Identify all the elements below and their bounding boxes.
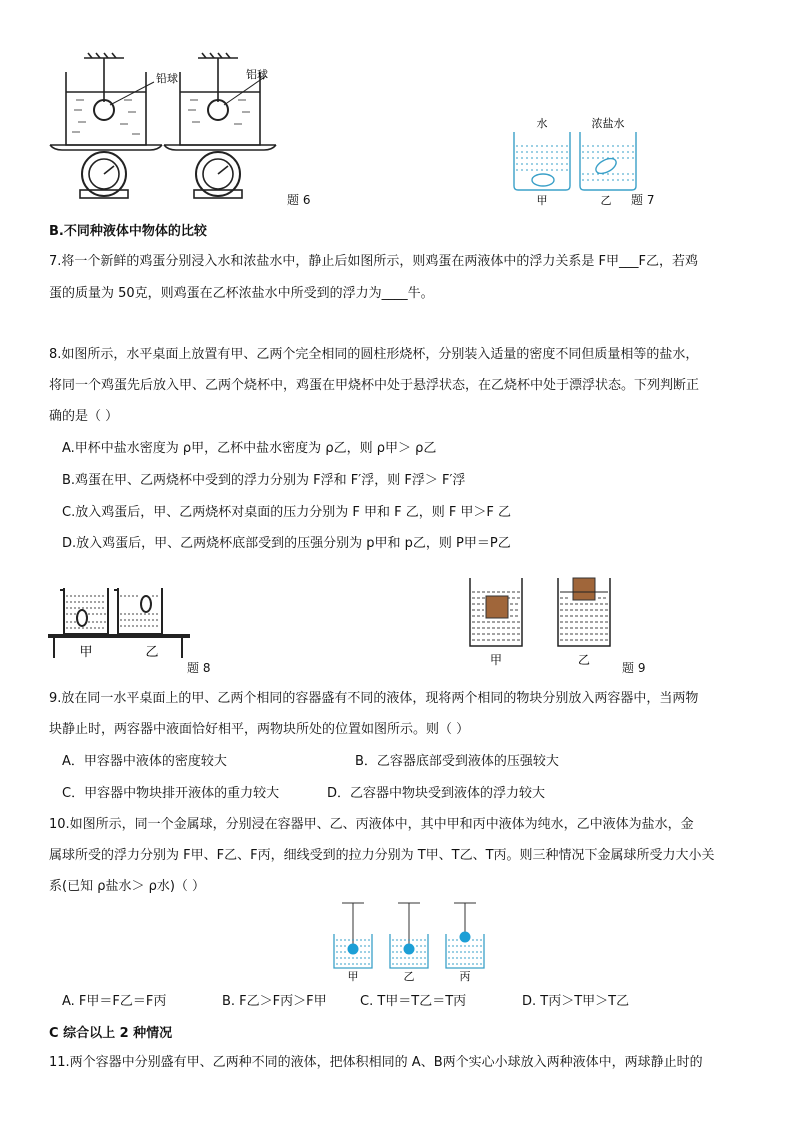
figure-8 — [46, 584, 192, 664]
figure-6 — [44, 50, 280, 210]
figure-7 — [508, 116, 638, 208]
figure-10-yi-label: 乙 — [403, 970, 415, 983]
q10-option-d: D. T丙＞T甲＞T乙 — [522, 994, 630, 1009]
figure-8-jia-label: 甲 — [79, 645, 93, 660]
figure-9-caption: 题 9 — [622, 661, 646, 675]
q10-option-c: C. T甲＝T乙＝T丙 — [360, 994, 467, 1009]
q8-option-d: D.放入鸡蛋后，甲、乙两烧杯底部受到的压强分别为 p甲和 p乙，则 P甲＝P乙 — [62, 536, 511, 551]
figure-9-block-yi — [573, 578, 595, 600]
q8-option-c: C.放入鸡蛋后，甲、乙两烧杯对桌面的压力分别为 F 甲和 F 乙，则 F 甲＞F 乙 — [62, 505, 512, 520]
q9-option-b: B．乙容器底部受到液体的压强较大 — [355, 754, 559, 769]
q9-line-1: 9.放在同一水平桌面上的甲、乙两个相同的容器盛有不同的液体，现将两个相同的物块分别放入两容器中，当两物 — [49, 691, 699, 706]
figure-8-caption: 题 8 — [187, 661, 211, 675]
figure-9 — [466, 574, 616, 670]
figure-9-yi-label: 乙 — [577, 653, 591, 667]
q8-line-1: 8.如图所示，水平桌面上放置有甲、乙两个完全相同的圆柱形烧杯，分别装入适量的密度不同但质量相等的盐水， — [49, 347, 699, 362]
q9-option-d: D．乙容器中物块受到液体的浮力较大 — [327, 786, 546, 801]
q11-line-1: 11.两个容器中分别盛有甲、乙两种不同的液体，把体积相同的 A、B两个实心小球放入两种液体中，两球静止时的 — [49, 1055, 703, 1070]
figure-6-caption: 题 6 — [287, 193, 311, 207]
figure-10-bing-label: 丙 — [459, 970, 471, 983]
figure-10-ball-yi — [404, 944, 415, 955]
section-c-heading: C 综合以上 2 种情况 — [49, 1026, 173, 1041]
figure-9-block-jia — [486, 596, 508, 618]
q8-option-b: B.鸡蛋在甲、乙两烧杯中受到的浮力分别为 F浮和 F′浮，则 F浮＞ F′浮 — [62, 473, 466, 488]
q10-option-b: B. F乙＞F丙＞F甲 — [222, 994, 327, 1009]
figure-7-brine-label: 浓盐水 — [591, 117, 625, 130]
q7-line-1: 7.将一个新鲜的鸡蛋分别浸入水和浓盐水中，静止后如图所示，则鸡蛋在两液体中的浮力关系是 F甲___F乙，若鸡 — [49, 254, 698, 269]
figure-9-jia-label: 甲 — [489, 653, 503, 667]
figure-7-jia-label: 甲 — [536, 194, 548, 207]
figure-10-ball-jia — [348, 944, 359, 955]
figure-8-yi-label: 乙 — [145, 645, 159, 660]
figure-10-ball-bing — [460, 932, 471, 943]
figure-6-setup-a — [50, 53, 162, 198]
q9-option-c: C．甲容器中物块排开液体的重力较大 — [62, 786, 280, 801]
q10-option-a: A. F甲＝F乙＝F丙 — [62, 994, 167, 1009]
figure-10-jia-label: 甲 — [347, 970, 359, 983]
q10-line-3: 系(已知 ρ盐水＞ ρ水)（ ） — [49, 879, 206, 894]
figure-7-caption: 题 7 — [631, 193, 655, 207]
q10-line-2: 属球所受的浮力分别为 F甲、F乙、F丙，细线受到的拉力分别为 T甲、T乙、T丙。则三种情况下金属球所受力大小关 — [49, 848, 715, 863]
q9-option-a: A．甲容器中液体的密度较大 — [62, 754, 227, 769]
section-b-heading: B.不同种液体中物体的比较 — [49, 224, 207, 239]
q8-option-a: A.甲杯中盐水密度为 ρ甲，乙杯中盐水密度为 ρ乙，则 ρ甲＞ ρ乙 — [62, 441, 437, 456]
figure-7-water-label: 水 — [536, 117, 548, 130]
figure-7-yi-label: 乙 — [600, 194, 612, 207]
q9-line-2: 块静止时，两容器中液面恰好相平，两物块所处的位置如图所示。则（ ） — [49, 722, 470, 737]
figure-6-aluminum-label: 铝球 — [246, 68, 268, 81]
q7-line-2: 蛋的质量为 50克，则鸡蛋在乙杯浓盐水中所受到的浮力为____牛。 — [49, 286, 434, 301]
figure-10 — [330, 898, 494, 984]
q8-line-3: 确的是（ ） — [49, 409, 119, 424]
q10-line-1: 10.如图所示，同一个金属球，分别浸在容器甲、乙、丙液体中，其中甲和丙中液体为纯水，乙中液体为盐水，金 — [49, 817, 694, 832]
q8-line-2: 将同一个鸡蛋先后放入甲、乙两个烧杯中，鸡蛋在甲烧杯中处于悬浮状态，在乙烧杯中处于漂浮状态。下列判断正 — [49, 378, 700, 393]
figure-6-lead-label: 铅球 — [156, 72, 178, 85]
